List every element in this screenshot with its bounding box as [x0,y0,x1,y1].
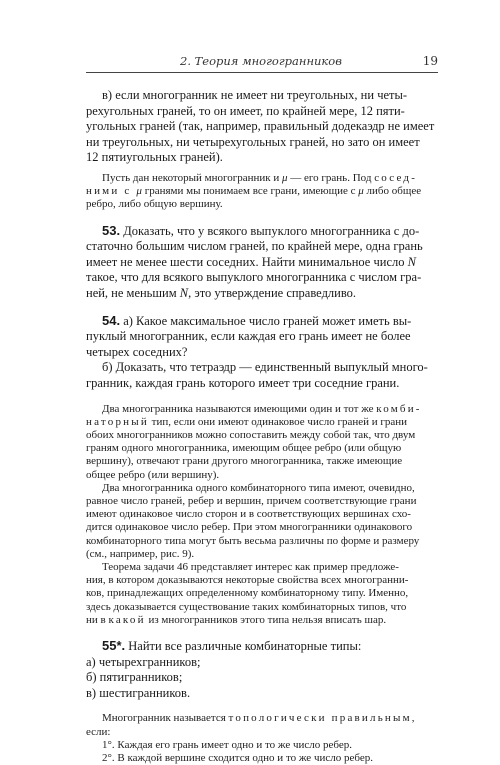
text-line: Два многогранника одного комбинаторного типа имеют, очевидно, [102,481,415,494]
text-line [86,638,438,655]
text-run: , это утверждение справедливо. [188,285,357,300]
text-line: рехугольных граней, то он имеет, по крайней мере, 12 пяти- [86,103,405,118]
list-item: 2°. В каждой вершине сходится одно и то же число ребер. [102,751,373,764]
text-run: — его грань. Под [287,171,375,184]
problem-54 [86,313,438,392]
text-line [86,185,438,198]
text-run: либо общее [363,185,422,198]
text-line [86,172,438,185]
text-line: ребро, либо общую вершину. [86,198,223,211]
text-line: ния, в котором доказываются некоторые свойства всех многогранни- [86,574,409,587]
text-run: гранями мы понимаем все грани, имеющие с [141,185,359,198]
page-content [86,88,438,765]
problem-53 [86,223,438,302]
note-topologically-regular [86,712,438,765]
text-line: ков, принадлежащих определенному комбинаторному типу. Именно, [86,587,409,600]
text-run: имеет не менее шести соседних. Найти минимальное число [86,254,408,269]
text-line: здесь доказывается существование таких комбинаторных типов, что [86,600,407,613]
note-neighbors [86,172,438,212]
list-item: 1°. Каждая его грань имеет одно и то же число ребер. [102,738,353,751]
text-line: обоих многогранников можно сопоставить между собой так, что двум [86,428,416,441]
text-line: 12 пятиугольных граней). [86,150,223,165]
text-line: имеют одинаковое число сторон и в соответствующих вершинах схо- [86,508,411,521]
text-line [86,416,438,429]
text-line: Теорема задачи 46 представляет интерес как пример предложе- [102,560,399,573]
list-item: б) пятигранников; [86,670,183,685]
page-number: 19 [422,54,438,68]
text-run: Два многогранника называются имеющими один и тот же [102,402,377,415]
spaced-term: какой [108,613,146,626]
text-line: гранник, каждая грань которого имеет три соседние грани. [86,375,400,390]
running-head: 2. Теория многогранников [180,54,342,68]
text-run: Пусть дан некоторый многогранник и [102,171,282,184]
text-line: б) Доказать, что тетраэдр — единственный выпуклый много- [102,360,428,375]
text-line [86,614,438,627]
spaced-term: сосед- [374,171,418,184]
text-line [86,286,438,302]
text-line: граням одного многогранника, имеющим общее ребро (или общую [86,442,402,455]
text-run: а) Какое максимальное число граней может иметь вы- [120,313,412,328]
problem-number: 55*. [102,637,126,653]
spaced-term: наторный [86,415,149,428]
text-line [86,313,438,330]
spaced-term: топологически правильным, [228,712,417,725]
text-line: пуклый многогранник, если каждая его грань имеет не более [86,329,411,344]
text-line: общее ребро (или вершину). [86,468,220,481]
problem-number: 54. [102,312,121,328]
text-line: в) если многогранник не имеет ни треугольных, ни четы- [102,88,408,102]
text-line: такое, что для всякого выпуклого многогранника с числом гра- [86,270,422,285]
text-line: равное число граней, ребер и вершин, причем соответствующие грани [86,494,417,507]
spaced-term: ними с [86,185,137,198]
list-item: а) четырехгранников; [86,654,201,669]
math-n: N [179,285,189,300]
text-line: угольных граней (так, например, правильный додекаэдр не имеет [86,119,435,134]
math-mu: μ [282,171,288,184]
text-line: если: [86,725,111,738]
problem-number: 53. [102,222,121,238]
text-line: дится одинаковое число ребер. При этом многогранники одинакового [86,521,413,534]
text-line [86,403,438,416]
page-header [86,54,438,73]
text-run: ней, не меньшим [86,285,180,300]
paragraph-case-v [86,88,438,166]
text-run: из многогранников этого типа нельзя вписать шар. [145,613,387,626]
text-run: Многогранник называется [102,712,229,725]
problem-55 [86,638,438,701]
spaced-term: комби- [376,402,422,415]
text-run: ни в [86,613,109,626]
list-item: в) шестигранников. [86,685,191,700]
text-line [86,712,438,725]
text-run: Найти все различные комбинаторные типы: [125,638,362,653]
text-line: вершину), отвечают грани другого многогранника, также имеющие [86,455,403,468]
math-n: N [407,254,416,269]
text-line: четырех соседних? [86,344,188,359]
math-mu: μ [358,185,364,198]
text-line: (см., например, рис. 9). [86,547,195,560]
math-mu: μ [136,185,142,198]
text-line [86,223,438,240]
text-line: статочно большим числом граней, по крайней мере, одна грань [86,239,423,254]
text-line: комбинаторного типа могут быть весьма различны по форме и размеру [86,534,420,547]
note-combinatorial-type [86,403,438,627]
text-run: тип, если они имеют одинаковое число граней и грани [148,415,408,428]
text-line [86,255,438,271]
text-run: Доказать, что у всякого выпуклого многогранника с до- [120,223,420,238]
text-line: ни треугольных, ни четырехугольных граней, но зато он имеет [86,134,420,149]
